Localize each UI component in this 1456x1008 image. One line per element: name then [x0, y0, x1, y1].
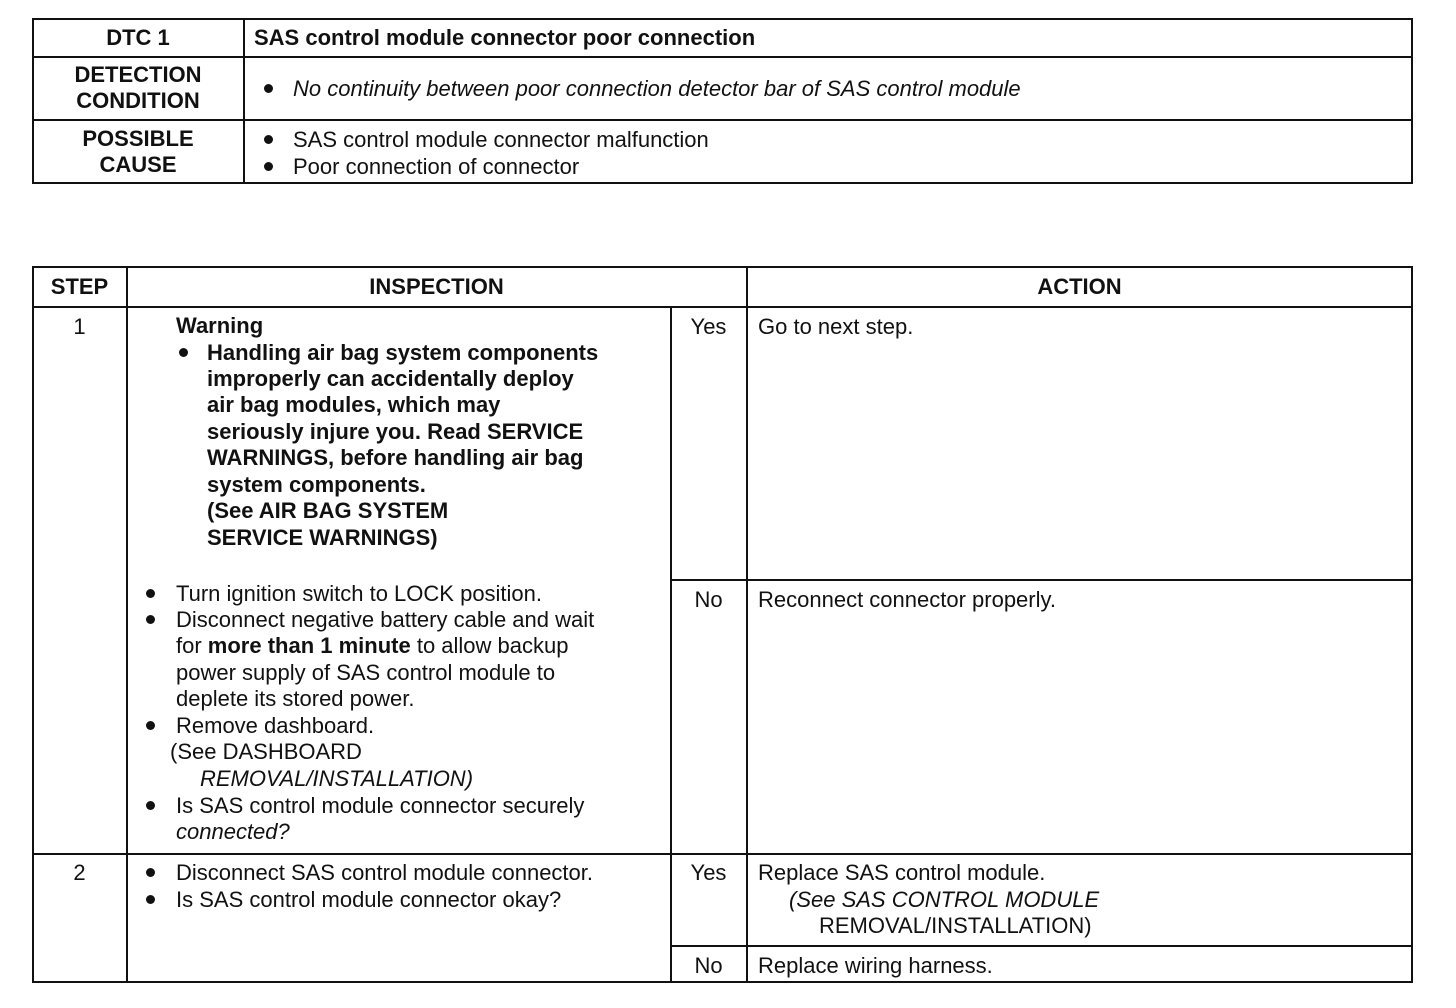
- warning-line: air bag modules, which may: [207, 392, 501, 417]
- action-yes-reference-cont: REMOVAL/INSTALLATION): [819, 913, 1092, 938]
- inspection-item-disconnect-cont: power supply of SAS control module to: [176, 660, 556, 685]
- cause-label-line2: CAUSE: [99, 152, 177, 177]
- warning-line: seriously injure you. Read SERVICE: [207, 419, 584, 444]
- action-yes-reference: [789, 887, 1099, 914]
- possible-cause-item: SAS control module connector malfunction: [293, 127, 709, 152]
- emphasis-span: more than 1 minute: [207, 633, 411, 658]
- inspection-item-lock: Turn ignition switch to LOCK position.: [176, 581, 543, 606]
- bullet-icon: [146, 895, 155, 904]
- header-step: STEP: [50, 274, 109, 299]
- cause-label-line1: POSSIBLE: [82, 126, 194, 151]
- answer-yes: Yes: [690, 314, 727, 339]
- detection-label-line2: CONDITION: [76, 88, 200, 113]
- inspection-question-cont: connected?: [176, 819, 290, 844]
- step-column-divider: [126, 266, 128, 983]
- inspection-item-dashboard: Remove dashboard.: [176, 713, 375, 738]
- possible-cause-item: Poor connection of connector: [293, 154, 580, 179]
- dtc-row-divider: [32, 119, 1413, 121]
- detection-label-line1: DETECTION: [74, 62, 202, 87]
- answer-divider: [670, 945, 1413, 947]
- inspection-item-disconnect: Disconnect negative battery cable and wait: [176, 607, 595, 632]
- action-no: Reconnect connector properly.: [758, 587, 1056, 612]
- bullet-icon: [146, 589, 155, 598]
- warning-line: WARNINGS, before handling air bag: [207, 445, 584, 470]
- dashboard-reference-cont: REMOVAL/INSTALLATION): [200, 766, 474, 791]
- detection-condition-item: No continuity between poor connection detector bar of SAS control module: [293, 76, 1021, 101]
- action-yes: Go to next step.: [758, 314, 914, 339]
- header-inspection: INSPECTION: [369, 274, 504, 299]
- inspection-question: Is SAS control module connector okay?: [176, 887, 562, 912]
- bullet-icon: [146, 721, 155, 730]
- bullet-icon: [264, 135, 273, 144]
- answer-no: No: [694, 953, 723, 978]
- reference-text: (See SAS CONTROL MODULE: [789, 887, 1100, 912]
- warning-line: (See AIR BAG SYSTEM: [207, 498, 449, 523]
- dtc-label: DTC 1: [106, 25, 170, 50]
- inspection-item-disconnect-cont: deplete its stored power.: [176, 686, 415, 711]
- warning-line: SERVICE WARNINGS): [207, 525, 438, 550]
- inspection-question: Is SAS control module connector securely: [176, 793, 585, 818]
- bullet-icon: [264, 162, 273, 171]
- step-number: 2: [73, 860, 86, 885]
- dashboard-reference: (See DASHBOARD: [170, 739, 362, 764]
- text-span: to allow backup: [410, 633, 569, 658]
- warning-line: improperly can accidentally deploy: [207, 366, 574, 391]
- step-divider: [32, 853, 1413, 855]
- answer-yes: Yes: [690, 860, 727, 885]
- dtc-row-divider: [32, 56, 1413, 58]
- dtc-title: SAS control module connector poor connection: [254, 25, 756, 50]
- bullet-icon: [264, 84, 273, 93]
- warning-title: Warning: [176, 313, 264, 338]
- action-column-divider: [746, 266, 748, 983]
- answer-divider: [670, 579, 1413, 581]
- text-span: for: [176, 633, 208, 658]
- warning-line: system components.: [207, 472, 426, 497]
- inspection-item-disconnect-cont: [176, 633, 568, 660]
- header-action: ACTION: [1037, 274, 1122, 299]
- bullet-icon: [146, 868, 155, 877]
- dtc-table-divider: [243, 18, 245, 184]
- bullet-icon: [146, 615, 155, 624]
- header-divider: [32, 306, 1413, 308]
- inspection-item-disconnect: Disconnect SAS control module connector.: [176, 860, 594, 885]
- answer-no: No: [694, 587, 723, 612]
- warning-line: Handling air bag system components: [207, 340, 599, 365]
- action-yes: Replace SAS control module.: [758, 860, 1046, 885]
- bullet-icon: [179, 348, 188, 357]
- bullet-icon: [146, 801, 155, 810]
- action-no: Replace wiring harness.: [758, 953, 993, 978]
- step-number: 1: [73, 314, 86, 339]
